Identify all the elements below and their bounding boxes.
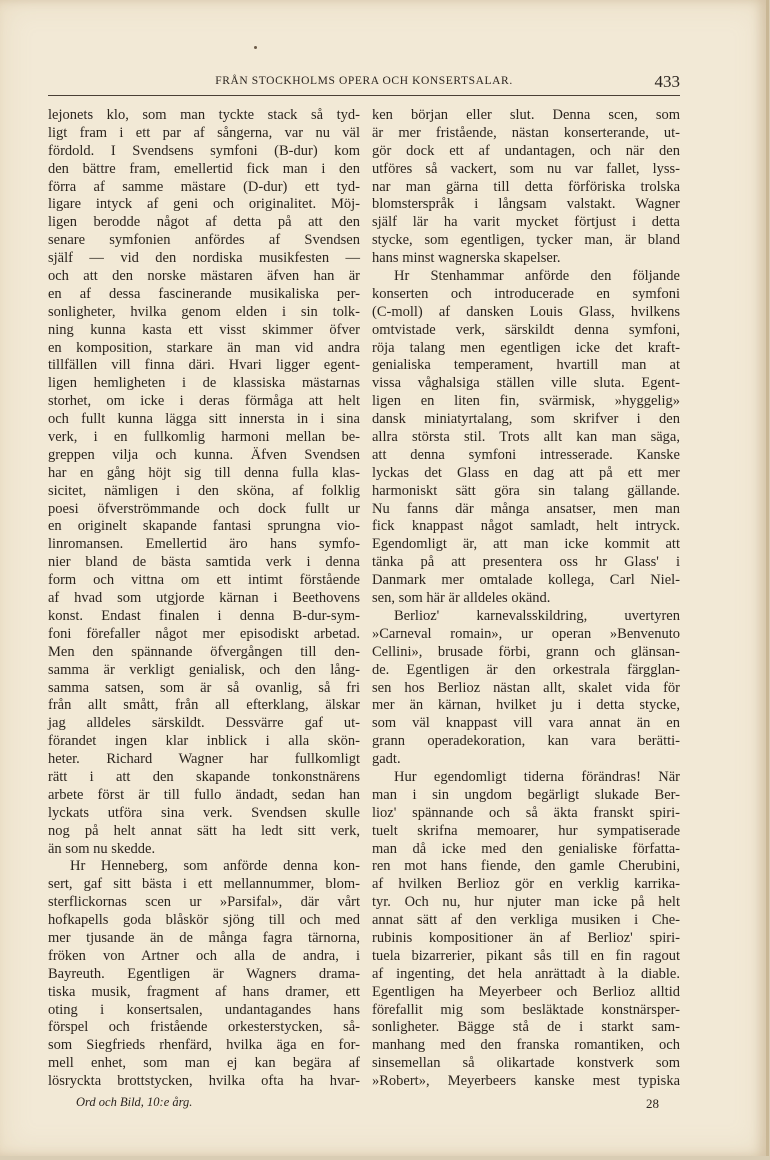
text-line: tuelt skrifna memoarer, hur sympatiserade: [372, 822, 680, 839]
text-line: sinsemellan så olikartade konstverk som: [372, 1055, 680, 1072]
text-line: som väl knappast vill vara annat än en: [372, 715, 680, 732]
text-line: lösryckta brottstycken, hvilka ofta ha hvar-: [48, 1073, 360, 1090]
text-line: Cellini», brusade förbi, grann och glänsan-: [372, 643, 680, 660]
text-line: än som nu skedde.: [48, 840, 156, 857]
text-line: nier bland de bästa samtida verk i denna: [48, 554, 360, 571]
text-line: är mer fristående, nästan konserterande, ut-: [372, 124, 680, 141]
text-line: genialiska temperament, hvartill man at: [372, 357, 680, 374]
text-line: samma satsen, som är så ovanlig, så fri: [48, 679, 360, 696]
text-line: från allt smått, från all efterklang, älskar: [48, 697, 360, 714]
text-line: ligen hemligheten i de klassiska mästarnas: [48, 375, 360, 392]
text-line: storhet, om icke i deras förmåga att helt: [48, 393, 360, 410]
text-line: tyr. Och nu, hur njuter man icke på helt: [372, 894, 680, 911]
text-line: själf lär ha varit mycket förtjust i detta: [372, 214, 680, 231]
ink-speck: [254, 46, 257, 49]
text-line: gör dock ett af undantagen, och när den: [372, 142, 680, 159]
text-line: poesi öfverströmmande och dock fullt ur: [48, 500, 360, 517]
text-line: jag alldeles särskildt. Dessvärre gaf ut-: [48, 715, 360, 732]
text-line: Berlioz' karnevalsskildring, uvertyren: [394, 607, 680, 624]
text-line: greppen vilja och kunna. Äfven Svendsen: [48, 446, 360, 463]
text-line: allra största stil. Trots allt kan man säga,: [372, 429, 680, 446]
text-line: Hr Henneberg, som anförde denna kon-: [70, 858, 360, 875]
text-line: förefallit mig som besläktade konstnärsper-: [372, 1001, 680, 1018]
text-line: den bättre fram, emellertid fick man i den: [48, 160, 360, 177]
text-line: tuela bizarrerier, pikant sås till en fin ragout: [372, 947, 680, 964]
text-line: förra af samme mästare (D-dur) ett tyd-: [48, 178, 360, 195]
text-line: sicitet, nämligen i den sköna, af folklig: [48, 482, 360, 499]
text-line: tillfällen vill finna däri. Hvari ligger egent-: [48, 357, 360, 374]
text-line: rätt i att den skapande tonkonstnärens: [48, 768, 360, 785]
text-line: grann operadekoration, kan vara berätti-: [372, 733, 680, 750]
text-line: lioz' spännande och så äkta franskt spiri-: [372, 804, 680, 821]
text-line: och att den norske mästaren äfven han är: [48, 268, 360, 285]
text-line: som Siegfrieds rhenfärd, hvilka äga en for-: [48, 1037, 360, 1054]
text-line: Danmark mer omtalade kollega, Carl Niel-: [372, 572, 680, 589]
text-line: förandet ingen klar inblick i alla skön-: [48, 733, 360, 750]
text-line: hofkapells goda blåskör sjöng till och med: [48, 912, 360, 929]
page-number: 433: [654, 72, 680, 91]
text-line: foni förefaller något mer episodiskt arbetad.: [48, 625, 360, 642]
text-line: harmoniskt sätt göra sin talang gällande.: [372, 482, 680, 499]
text-line: sert, gaf sitt bästa i ett mellannummer, blom-: [48, 876, 360, 893]
text-line: ning kunna kasta ett visst skimmer öfver: [48, 321, 360, 338]
text-line: sonligheter. Bägge stå de i starkt sam-: [372, 1019, 680, 1036]
left-column: [48, 107, 360, 1091]
text-line: Egendomligt är, att man icke kommit att: [372, 536, 680, 553]
text-line: Hr Stenhammar anförde den följande: [394, 268, 680, 285]
text-line: omtvistade verk, särskildt denna symfoni,: [372, 321, 680, 338]
text-line: Egentligen ha Meyerbeer och Berlioz alltid: [372, 983, 680, 1000]
text-line: arbete först är till fullo ändadt, sedan han: [48, 786, 360, 803]
text-line: utföres så vackert, som nu var fallet, lyss-: [372, 160, 680, 177]
header-rule: [48, 95, 680, 96]
signature-mark: 28: [646, 1096, 659, 1111]
text-line: tiska musik, fragment af hans dramer, ett: [48, 983, 360, 1000]
text-line: och fullt kunna lägga sitt innersta in i sina: [48, 411, 360, 428]
text-line: har en gång höjt sig till denna fulla klas-: [48, 464, 360, 481]
text-line: heter. Richard Wagner har fullkomligt: [48, 751, 360, 768]
text-line: stycke, som egentligen, tycker man, är bland: [372, 232, 680, 249]
text-line: fröken von Artner och alla de andra, i: [48, 947, 360, 964]
text-line: Men den spännande öfvergången till den-: [48, 643, 360, 660]
text-line: att denna symfoni intresserade. Kanske: [372, 446, 680, 463]
text-line: ligen berodde något af detta på att den: [48, 214, 360, 231]
text-line: rubinis kompositioner än af Berlioz' spiri-: [372, 929, 680, 946]
text-line: sonligheter, hvilka genom elden i sin tolk-: [48, 303, 360, 320]
text-line: dansk miniatyrtalang, som skrifver i den: [372, 411, 680, 428]
text-line: ligare intyck af geni och originalitet. Möj-: [48, 196, 360, 213]
text-line: manhang med den franska romantiken, och: [372, 1037, 680, 1054]
text-line: vissa våghalsiga ställen ville sluta. Egent-: [372, 375, 680, 392]
text-line: fick knappast något samladt, helt intryck.: [372, 518, 680, 535]
right-column: [372, 107, 680, 1091]
text-line: »Carneval romain», ur operan »Benvenuto: [372, 625, 680, 642]
text-line: blomsterspråk i långsam valstakt. Wagner: [372, 196, 680, 213]
text-line: tänka på att presentera oss hr Glass' i: [372, 554, 680, 571]
text-line: röja talang men egentligen icke det kraft-: [372, 339, 680, 356]
text-line: lyckats utföra sina verk. Svendsen skulle: [48, 804, 360, 821]
text-line: linromansen. Emellertid äro hans symfo-: [48, 536, 360, 553]
text-line: en af dessa fascinerande musikaliska per-: [48, 285, 360, 302]
text-line: ligen en liten fin, svärmisk, »hyggelig»: [372, 393, 680, 410]
text-line: senare symfonien anfördes af Svendsen: [48, 232, 360, 249]
text-line: hans minst wagnerska skapelser.: [372, 250, 561, 267]
text-line: en komposition, starkare än man vid andra: [48, 339, 360, 356]
text-line: ken början eller slut. Denna scen, som: [372, 107, 680, 123]
text-line: ren mot hans fiende, den gamle Cherubini,: [372, 858, 680, 875]
text-line: »Robert», Meyerbeers kanske mest typiska: [372, 1073, 680, 1090]
text-line: ligt fram i ett par af sångerna, var nu väl: [48, 124, 360, 141]
text-line: lejonets klo, som man tyckte stack så tyd-: [48, 107, 360, 123]
text-line: verk, i en fullkomlig harmoni mellan be-: [48, 429, 360, 446]
text-line: Bayreuth. Egentligen är Wagners drama-: [48, 965, 360, 982]
text-line: Hur egendomligt tiderna förändras! När: [394, 768, 680, 785]
text-line: konst. Endast finalen i denna B-dur-sym-: [48, 607, 360, 624]
text-line: de. Egentligen är den orkestrala färgglan-: [372, 661, 680, 678]
text-line: annat sätt af den verkliga musiken i Che-: [372, 912, 680, 929]
text-line: mell enhet, som man ej kan begära af: [48, 1055, 360, 1072]
text-line: sterflickornas scen ur »Parsifal», där vårt: [48, 894, 360, 911]
text-line: sen hos Berlioz nästan allt, skalet vida för: [372, 679, 680, 696]
text-line: nar man gärna till detta förföriska trolska: [372, 178, 680, 195]
text-line: en originelt skapande fantasi sprungna vio-: [48, 518, 360, 535]
text-line: man då icke med den genialiske författa-: [372, 840, 680, 857]
text-line: af hvilken Berlioz gör en verklig karrika-: [372, 876, 680, 893]
text-line: själf — vid den nordiska musikfesten —: [48, 250, 360, 267]
text-line: samma är verkligt genialisk, och den lång-: [48, 661, 360, 678]
text-line: nog på helt annat sätt ha ledt sitt verk,: [48, 822, 360, 839]
text-line: Nu fanns där många ansatser, men man: [372, 500, 680, 517]
text-line: af hvad som utgjorde kärnan i Beethovens: [48, 590, 360, 607]
text-line: mer tjusande än de många fagra tärnorna,: [48, 929, 360, 946]
text-line: (C-moll) af dansken Louis Glass, hvilkens: [372, 303, 680, 320]
text-line: sen, som här är alldeles okänd.: [372, 590, 551, 607]
text-line: förspel och fristående orkesterstycken, så-: [48, 1019, 360, 1036]
running-title: FRÅN STOCKHOLMS OPERA OCH KONSERTSALAR.: [215, 75, 513, 87]
text-line: af ingenting, det hela anrättadt à la diable.: [372, 965, 680, 982]
text-line: oting i konsertsalen, undantagandes hans: [48, 1001, 360, 1018]
running-header: [48, 72, 680, 92]
text-line: konserten och introducerade en symfoni: [372, 285, 680, 302]
text-line: gadt.: [372, 751, 401, 768]
journal-footer: Ord och Bild, 10:e årg.: [76, 1095, 193, 1109]
text-line: form och vittna om ett intimt förstående: [48, 572, 360, 589]
text-line: lyckas det Glass en dag att på ett mer: [372, 464, 680, 481]
text-line: mer än kärnan, hvilket ju i detta stycke,: [372, 697, 680, 714]
text-line: fördold. I Svendsens symfoni (B-dur) kom: [48, 142, 360, 159]
text-line: man i sin ungdom begärligt slukade Ber-: [372, 786, 680, 803]
